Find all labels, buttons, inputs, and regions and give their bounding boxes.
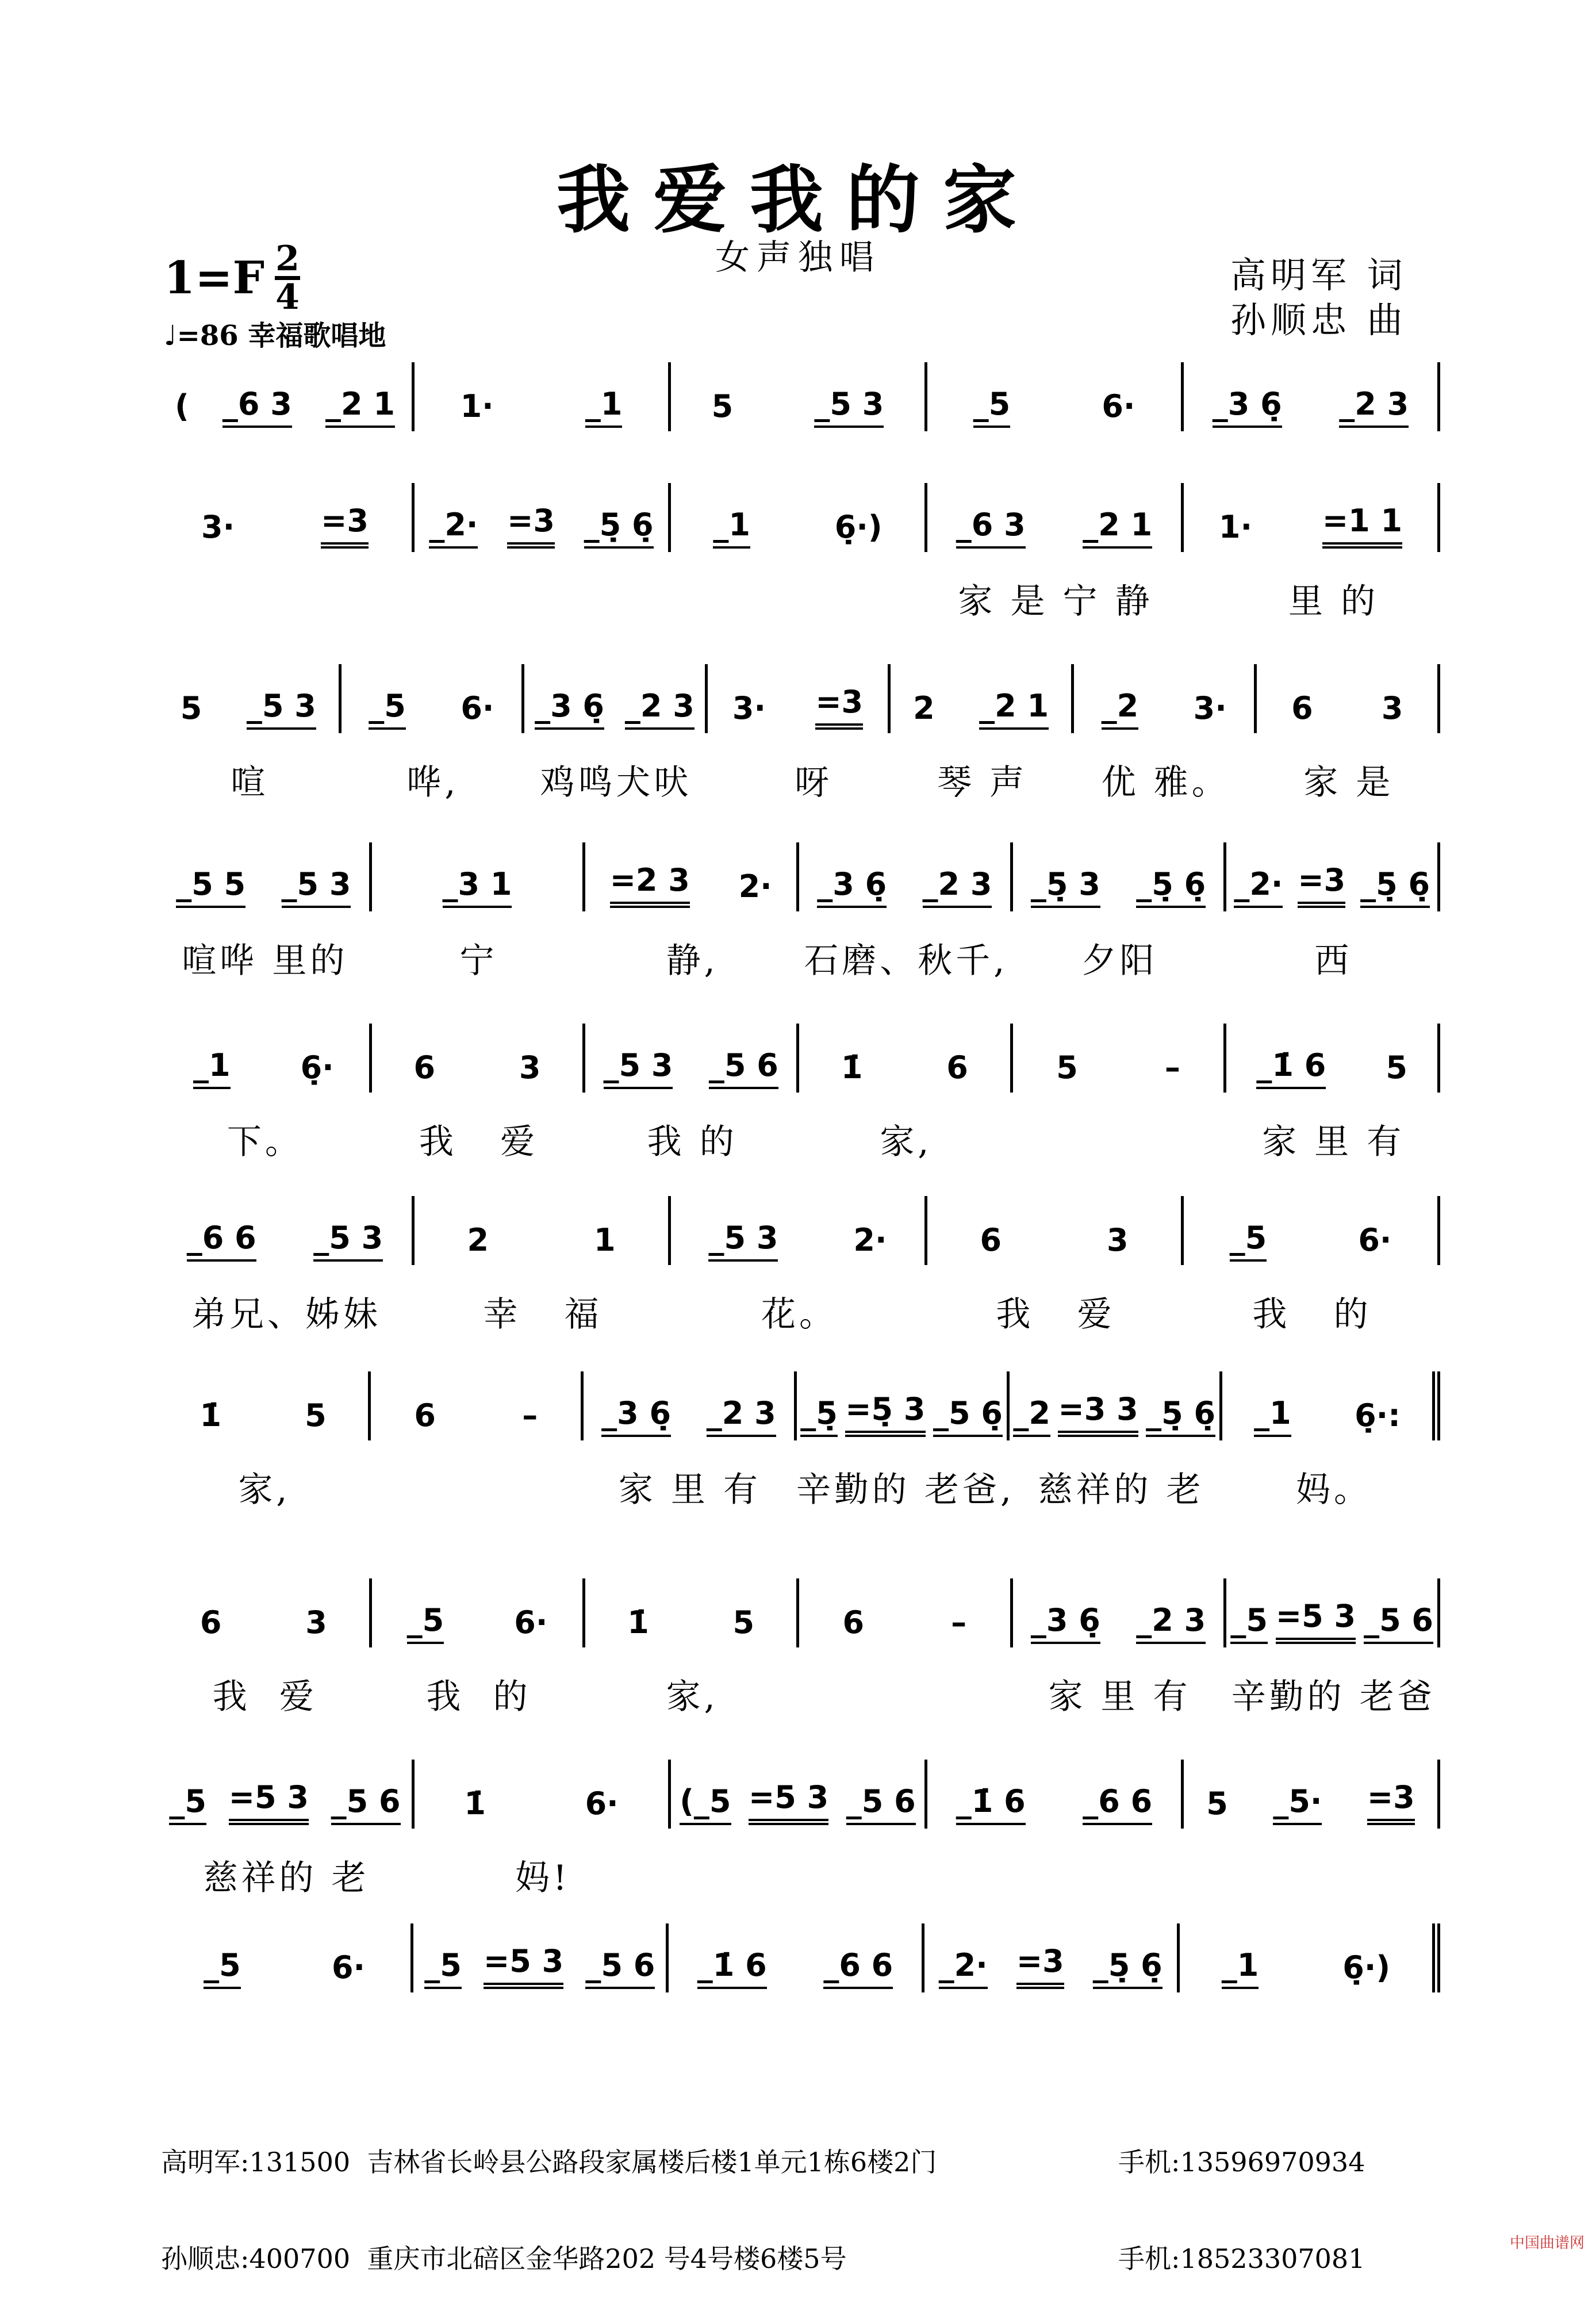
measure [158,664,342,733]
lyric: 辛勤的 老爸 [1231,1677,1436,1717]
lyric: 我 爱 [212,1677,317,1717]
measure [891,664,1074,733]
contact-address: 孙顺忠:400700 重庆市北碚区金华路202 号4号楼6楼5号 [161,2243,847,2274]
measure [372,842,586,911]
watermark-logo: 中国曲谱网 [1509,2235,1585,2252]
note-group: 1̇ [627,1604,649,1641]
contact-phone: 手机:13596970934 [1118,2147,1365,2178]
lyric: 宁 [459,941,498,981]
note-group: _2· [1234,866,1283,908]
measure [585,842,799,911]
note-group: _1 [713,507,750,549]
measure [927,1196,1184,1265]
note-group: _3 6̣ [601,1395,671,1437]
measure [1074,664,1257,733]
measure [1184,1196,1440,1265]
note-group: =3 3 [1058,1391,1138,1437]
note-group: _2 3 [707,1395,776,1437]
note-group: 5 [180,690,202,726]
note-group: 3 [1381,690,1403,726]
note-group: 6· [1102,388,1135,424]
measure [158,1760,415,1829]
lyric: 我 的 [426,1677,531,1717]
note-group: 6 [980,1222,1002,1258]
note-group: 3· [201,509,235,545]
note-group: 5 [1206,1785,1228,1822]
note-group: _2 3 [1136,1602,1206,1644]
note-group: 6· [331,1949,366,1986]
note-group: _5 6 [585,1947,655,1989]
note-group: 3· [1193,690,1227,726]
measure [158,1196,415,1265]
note-group: _5̣ 3 [1031,866,1100,908]
tempo-marking: ♩=86 幸福歌唱地 [164,320,386,352]
measure [415,1760,671,1829]
lyric [158,574,415,623]
note-group: _2· [939,1947,988,1989]
lyrics-line [158,1287,1440,1336]
lyrics-line [158,1669,1440,1719]
lyric: 静, [666,941,719,981]
measure [585,1578,799,1647]
lyric: 辛勤的 老爸, [796,1470,1015,1510]
lyric: 妈。 [1296,1470,1372,1510]
measure [669,1923,924,1992]
lyric: 家 里 有 [618,1470,761,1510]
note-group: 6· [1358,1222,1392,1258]
note-group: 1· [460,388,494,424]
note-group: 6· [514,1604,548,1641]
lyric: 琴 声 [937,762,1028,803]
note-group: 6̣·) [834,509,883,545]
lyrics-line [158,933,1440,983]
note-group: _3 6̣ [1213,386,1282,428]
note-group: _5 [369,688,406,730]
lyric: 幸 福 [483,1294,603,1335]
contact-line [161,2243,1365,2275]
note-group: 3· [732,690,766,726]
note-group: 6 [414,1397,436,1434]
measure [585,1024,799,1093]
note-group: =5 3 [1276,1598,1356,1644]
note-group: =1 1 [1322,503,1402,549]
measure [1010,1371,1222,1440]
measure [927,483,1184,552]
measure [415,1196,671,1265]
note-group: 6̣· [300,1049,334,1086]
note-group: _5 [407,1602,444,1644]
measure [799,1578,1013,1647]
contact-phone: 手机:18523307081 [1118,2243,1365,2274]
note-group: _6 3 [956,507,1026,549]
note-group: 1· [1218,509,1253,545]
lyric: 家 是 宁 静 [958,581,1153,622]
note-group: – [1164,1049,1180,1086]
note-group: _5 [204,1947,241,1989]
measure [799,1024,1013,1093]
score-row [158,681,1440,804]
measure [1180,1923,1440,1992]
lyric: 我 的 [1252,1294,1372,1335]
score-row [158,860,1440,983]
lyric: 喧 [231,762,269,803]
lyric [927,1850,1184,1900]
note-group: _2 1 [979,688,1049,730]
lyric: 我 的 [647,1122,738,1162]
note-group: =5 3 [484,1943,563,1989]
composer: 孙顺忠 曲 [1230,299,1407,341]
lyric [415,574,671,623]
measure [1226,1578,1440,1647]
measure [671,362,927,431]
note-group: =3 [1367,1779,1415,1825]
contact-address: 高明军:131500 吉林省长岭县公路段家属楼后楼1单元1栋6楼2门 [161,2147,937,2178]
key: 1=F [164,252,265,304]
time-signature [275,239,300,317]
lyric: 家, [880,1122,933,1162]
note-group: 2· [853,1222,887,1258]
note-group: =5 3 [749,1779,828,1825]
measure [1226,1024,1440,1093]
note-group: 5 [711,388,734,424]
measure [584,1371,796,1440]
note-group: 1̇ [841,1049,863,1086]
measure [671,1760,927,1829]
measure [1184,1760,1440,1829]
lyric: 西 [1314,941,1353,981]
lyric: 我 爱 [996,1294,1115,1335]
measure [371,1371,584,1440]
measure [1257,664,1440,733]
measure [524,664,708,733]
lyric: 石磨、秋千, [804,941,1008,981]
lyrics-line [158,755,1440,804]
lyricist: 高明军 词 [1230,254,1407,296]
note-group: _5 3 [247,688,316,730]
note-group: _5 3 [708,1220,778,1262]
lyrics-line [158,1850,1440,1900]
score-row [158,500,1440,623]
note-group: =5̣ 3 [845,1391,925,1437]
note-group: – [522,1397,538,1434]
note-group: _6 6 [1083,1783,1152,1825]
measure [1222,1371,1440,1440]
lyric: 我 爱 [419,1122,539,1162]
note-group: (_5 [680,1783,731,1825]
lyric: 家, [238,1470,291,1510]
lyric: 花。 [761,1294,837,1335]
measure [1184,483,1440,552]
measure [797,1371,1010,1440]
lyrics-line [158,1462,1440,1512]
measure [158,362,415,431]
note-group: _5̣ 6̣ [1093,1947,1163,1989]
note-group: _5̣ 6̣ [1360,866,1430,908]
score-row [158,1941,1440,2014]
note-group: 1̇ [200,1397,222,1434]
note-group: _5 [1230,1220,1267,1262]
lyrics-line [158,574,1440,623]
note-group: _3 1 [443,866,512,908]
note-group: _1 [1254,1395,1291,1437]
note-group: _2 3 [625,688,695,730]
measure [415,362,671,431]
note-group: 6̣·) [1342,1949,1391,1986]
note-group: 6 [413,1049,436,1086]
notes-line [158,380,1440,431]
note-group: _5 [1230,1602,1268,1644]
note-group: 5 [305,1397,327,1434]
measure [1013,1024,1227,1093]
note-group: =3 [321,503,369,549]
measure [708,664,891,733]
note-group: _2 3 [1339,386,1409,428]
time-bottom: 4 [275,277,300,317]
note-group: _5 6 [1364,1602,1433,1644]
note-group: _5 [169,1783,206,1825]
note-group: 6 [842,1604,865,1641]
note-group: _2· [429,507,478,549]
measure [924,1923,1180,1992]
note-group: _5 6 [331,1783,401,1825]
lyric: 慈祥的 老 [203,1858,370,1898]
note-group: _1̇ 6 [697,1947,767,1989]
notes-line [158,1389,1440,1440]
credits [1230,253,1407,343]
note-group: 3 [519,1049,541,1086]
note-group: _5 6̣ [933,1395,1003,1437]
note-group: – [951,1604,967,1641]
note-group: 6 [1291,690,1313,726]
note-group: _5· [1273,1783,1322,1825]
lyric: 家, [666,1677,719,1717]
measure [158,1024,372,1093]
measure [158,1578,372,1647]
score-row [158,1213,1440,1336]
note-group: 6̣·: [1355,1397,1401,1434]
note-group: _5 3 [313,1220,383,1262]
note-group: _1 [1222,1947,1259,1989]
measure [158,1923,413,1992]
note-group: _5̣ 6̣ [1136,866,1206,908]
measure [671,1196,927,1265]
measure [1226,842,1440,911]
note-group: 3 [305,1604,327,1641]
note-group: _1 [585,386,623,428]
measure [413,1923,669,1992]
measure [158,483,415,552]
notes-line [158,1213,1440,1265]
notes-line [158,1041,1440,1093]
lyric: 呀 [765,762,833,803]
note-group: _5 6 [709,1047,778,1089]
measure [927,1760,1184,1829]
score-row [158,1596,1440,1719]
measure [1013,842,1227,911]
notes-line [158,1777,1440,1829]
note-group: =3 [507,503,555,549]
note-group: _3 6̣ [535,688,604,730]
notes-line [158,1596,1440,1647]
song-title: 我爱我的家 [556,157,1039,243]
contact-info [161,2082,1365,2307]
measure [158,842,372,911]
score-row [158,1389,1440,1512]
note-group: =3 [815,684,863,730]
score-row [158,1777,1440,1900]
notes-line [158,860,1440,911]
note-group: 1 [593,1222,616,1258]
note-group: 5 [732,1604,755,1641]
lyric [1184,1850,1440,1900]
measure [927,362,1184,431]
notes-line [158,500,1440,552]
note-group: _5 3 [604,1047,673,1089]
note-group: _5 3 [282,866,351,908]
note-group: _5 6 [846,1783,916,1825]
note-group: =3 [1016,1943,1064,1989]
contact-line [161,2146,1365,2178]
note-group: _6 3 [222,386,292,428]
note-group: _3 6̣ [1031,1602,1100,1644]
note-group: 2 [913,690,935,726]
note-group: =3 [1298,862,1345,908]
note-group: _1̇ 6 [1256,1047,1326,1089]
note-group: _2 [1013,1395,1050,1437]
measure [1013,1578,1227,1647]
measure [671,483,927,552]
lyric [799,1669,1013,1719]
note-group: _5̣ 6̣ [1146,1395,1215,1437]
lyric [671,574,927,623]
lyric: 家 是 [1303,762,1394,803]
score-row [158,1041,1440,1164]
note-group: _5 5 [176,866,245,908]
lyric: 下。 [227,1122,303,1162]
note-group: _1̇ 6 [956,1783,1026,1825]
note-group: _5 3 [814,386,884,428]
notes-line [158,1941,1440,1992]
note-group: _2 1 [1083,507,1152,549]
note-group: 6 [200,1604,222,1641]
lyric: 妈! [515,1858,571,1898]
measure [372,1024,586,1093]
lyric [371,1462,584,1512]
note-group: 6· [585,1785,619,1822]
note-group: 2· [738,868,772,905]
measure [799,842,1013,911]
note-group: _5̣ [800,1395,838,1437]
note-group: _1 [193,1047,231,1089]
note-group: _2 [1102,688,1139,730]
notes-line [158,681,1440,733]
note-group: 6· [461,690,494,726]
note-group: _2 1 [325,386,395,428]
measure [372,1578,586,1647]
time-top: 2 [275,239,300,279]
score-row [158,380,1440,453]
note-group: _5 [424,1947,462,1989]
lyric: 夕阳 [1081,941,1158,981]
note-group: _2 3 [923,866,992,908]
note-group: _5̣ 6̣ [584,507,654,549]
lyric: 慈祥的 老 [1038,1470,1204,1510]
note-group: =2 3 [610,862,690,908]
lyric: 哗, [406,762,459,803]
note-group: ( [175,388,189,424]
note-group: 6 [946,1049,968,1086]
note-group: _3 6̣ [817,866,887,908]
lyric: 里 的 [1245,581,1379,622]
lyric: 家 里 有 [1262,1122,1405,1162]
note-group: 3 [1106,1222,1129,1258]
lyric: 弟兄、姊妹 [191,1294,381,1335]
measure [342,664,525,733]
measure [158,1371,371,1440]
lyric [671,1850,927,1900]
measure [415,483,671,552]
key-signature [164,239,300,317]
lyric: 家 里 有 [1048,1677,1191,1717]
lyric [1013,1114,1227,1164]
measure [1184,362,1440,431]
note-group: _6 6 [823,1947,893,1989]
note-group: 1̇ [464,1785,486,1822]
note-group: =5 3 [229,1779,309,1825]
lyrics-line [158,1114,1440,1164]
note-group: 2 [467,1222,489,1258]
lyric: 优 雅。 [1101,762,1230,803]
note-group: _5 [973,386,1011,428]
note-group: 5 [1386,1049,1407,1086]
lyric: 鸡鸣犬吠 [540,762,692,803]
note-group: 5 [1056,1049,1078,1086]
note-group: _6 6 [187,1220,256,1262]
subtitle: 女声独唱 [715,237,881,278]
lyric: 喧哗 里的 [182,941,348,981]
